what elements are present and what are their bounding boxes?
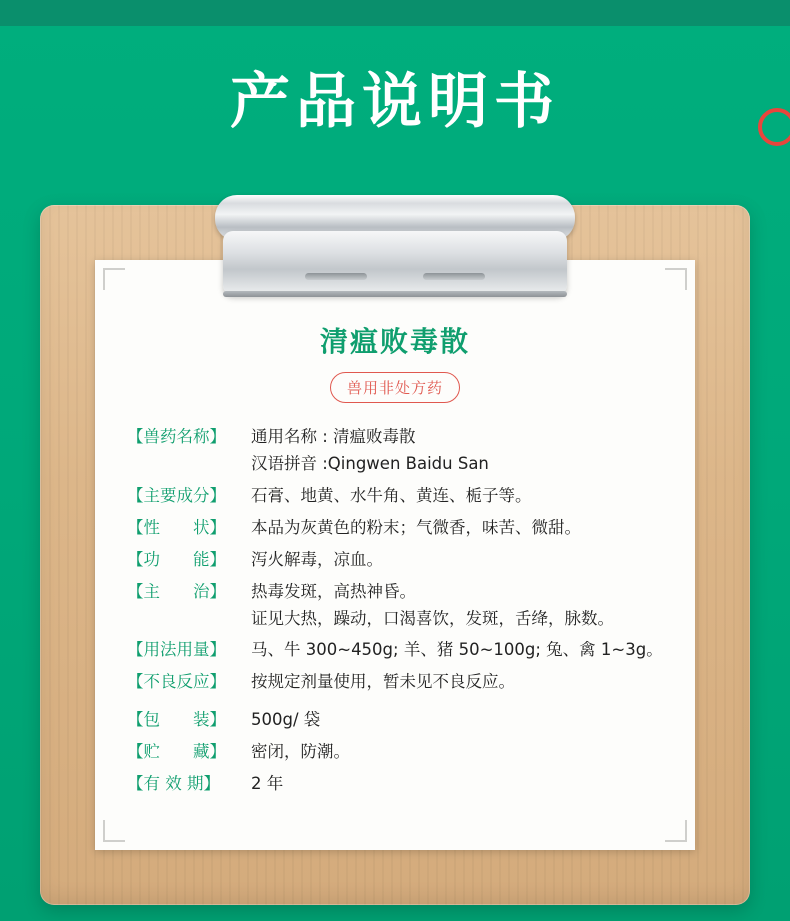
spec-row-name [127,425,669,476]
spec-value-line: 按规定剂量使用，暂未见不良反应。 [251,672,515,692]
spec-label: 【兽药名称】 [127,427,226,446]
spec-value [251,484,669,508]
spec-value [251,425,669,476]
title-accent-circle-icon [758,108,790,146]
spec-row-dosage [127,638,669,662]
spec-value [251,516,669,540]
spec-row-packaging [127,708,669,732]
spec-value-line: 500g/ 袋 [251,710,321,730]
spec-value [251,772,669,796]
page-title-area [0,67,790,137]
spec-value-line: 热毒发斑，高热神昏。 [251,581,416,601]
spec-value-line: 本品为灰黄色的粉末；气微香，味苦、微甜。 [251,517,581,537]
clip-edge [223,291,567,297]
spec-list [121,425,669,796]
clip-slot-left [305,273,367,280]
spec-row-description [127,516,669,540]
spec-label: 【有 效 期】 [127,774,220,794]
paper-corner-bottom-left [103,820,125,842]
spec-label: 【不良反应】 [127,672,226,692]
spec-value-line: 泻火解毒，凉血。 [251,549,383,569]
paper-corner-top-left [103,268,125,290]
paper-corner-top-right [665,268,687,290]
clipboard-clip [215,195,575,307]
spec-row-ingredients [127,484,669,508]
spec-value [251,580,669,631]
spec-label: 【主 治】 [127,581,226,601]
page-title: 产品说明书 [230,67,560,137]
spec-label: 【性 状】 [127,517,226,537]
clipboard-board [40,205,750,905]
spec-label: 【主要成分】 [127,485,226,505]
clip-slot-right [423,273,485,280]
paper-corner-bottom-right [665,820,687,842]
spec-label: 【功 能】 [127,549,226,569]
spec-value-line: 2 年 [251,774,284,794]
spec-value-line: 汉语拼音 :Qingwen Baidu San [251,453,489,473]
spec-row-indications [127,580,669,631]
top-band [0,0,790,26]
spec-value-line: 马、牛 300~450g; 羊、猪 50~100g; 兔、禽 1~3g。 [251,640,663,660]
spec-value [251,638,669,662]
spec-value [251,548,669,572]
product-name: 清瘟败毒散 [319,325,470,358]
clip-body [223,231,567,295]
spec-value-line: 通用名称 : 清瘟败毒散 [251,427,416,446]
spec-value [251,708,669,732]
spec-label: 【贮 藏】 [127,742,226,762]
spec-row-function [127,548,669,572]
badge-row [121,372,669,403]
spec-value-line: 证见大热，躁动，口渴喜饮，发斑，舌绛，脉数。 [251,608,614,628]
spec-value-line: 密闭，防潮。 [251,742,350,762]
status-badge: 兽用非处方药 [330,372,460,403]
insert-paper [95,260,695,850]
spec-value [251,670,669,694]
spec-label: 【包 装】 [127,710,226,730]
insert-content [95,320,695,804]
spec-row-shelf-life [127,772,669,796]
spec-row-adverse-reactions [127,670,669,694]
spec-label: 【用法用量】 [127,640,226,660]
spec-row-storage [127,740,669,764]
spec-value [251,740,669,764]
spec-value-line: 石膏、地黄、水牛角、黄连、栀子等。 [251,485,532,505]
